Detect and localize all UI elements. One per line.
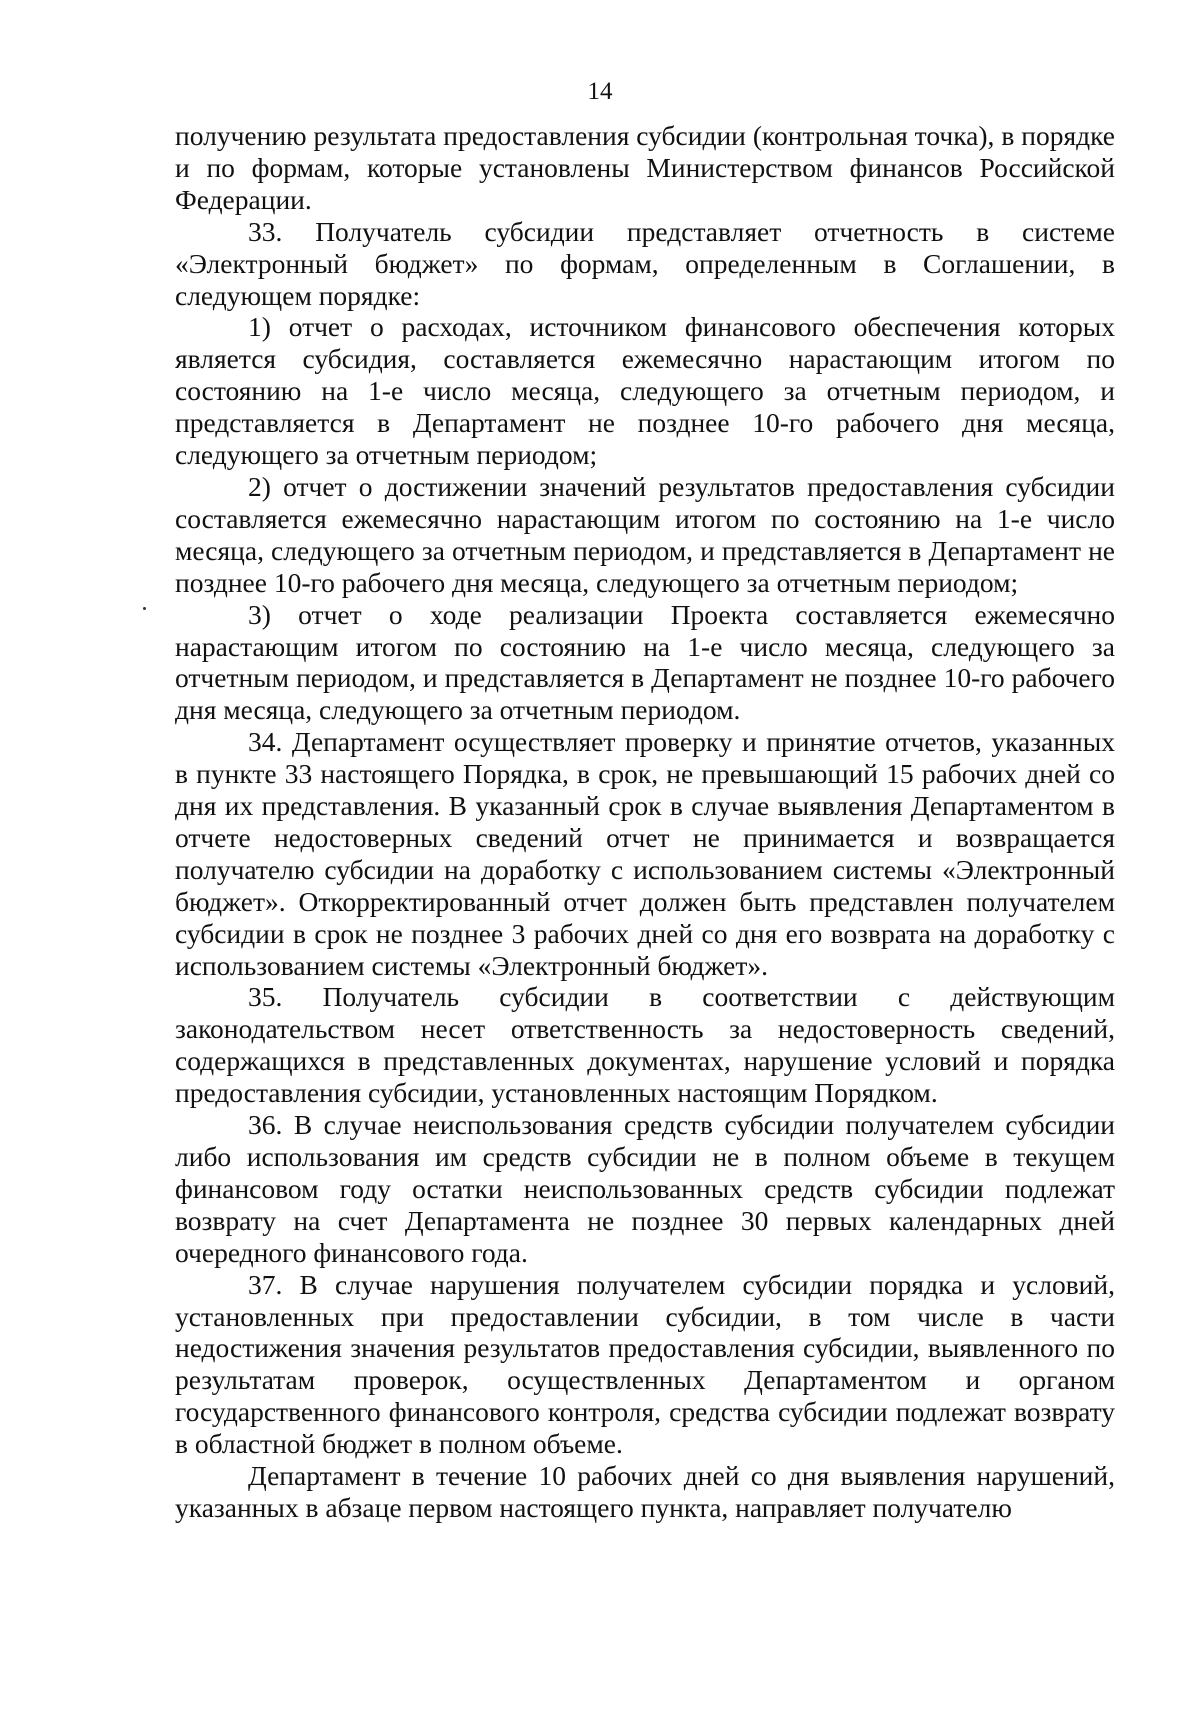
paragraph-subitem-2: 2) отчет о достижении значений результатов предоставления субсидии составляется ежемесячно нарастающим итогом по состоянию на 1-е число месяца, следующего за отчетным периодом, и представляется в Департамент не позднее 10-го рабочего дня месяца, следующего за отчетным периодом; bbox=[175, 470, 1115, 598]
paragraph-item-37: 37. В случае нарушения получателем субсидии порядка и условий, установленных при предоставлении субсидии, в том числе в части недостижения значения результатов предоставления субсидии, выявленного по результатам проверок, осуществленных Департаментом и органом государственного финансового контроля, средства субсидии подлежат возврату в областной бюджет в полном объеме. bbox=[175, 1268, 1115, 1460]
paragraph-subitem-1: 1) отчет о расходах, источником финансового обеспечения которых является субсидия, составляется ежемесячно нарастающим итогом по состоянию на 1-е число месяца, следующего за отчетным периодом, и представляется в Департамент не позднее 10-го рабочего дня месяца, следующего за отчетным периодом; bbox=[175, 311, 1115, 471]
scan-speck bbox=[143, 607, 146, 610]
page-number: 14 bbox=[587, 78, 613, 105]
paragraph-item-37-second: Департамент в течение 10 рабочих дней со дня выявления нарушений, указанных в абзаце первом настоящего пункта, направляет получателю bbox=[175, 1460, 1115, 1523]
paragraph-item-34: 34. Департамент осуществляет проверку и принятие отчетов, указанных в пункте 33 настоящего Порядка, в срок, не превышающий 15 рабочих дней со дня их представления. В указанный срок в случае выявления Департаментом в отчете недостоверных сведений отчет не принимается и возвращается получателю субсидии на доработку с использованием системы «Электронный бюджет». Откорректированный отчет должен быть представлен получателем субсидии в срок не позднее 3 рабочих дней со дня его возврата на доработку с использованием системы «Электронный бюджет». bbox=[175, 726, 1115, 981]
paragraph-item-33: 33. Получатель субсидии представляет отчетность в системе «Электронный бюджет» по формам, определенным в Соглашении, в следующем порядке: bbox=[175, 215, 1115, 311]
paragraph-subitem-3: 3) отчет о ходе реализации Проекта составляется ежемесячно нарастающим итогом по состоянию на 1-е число месяца, следующего за отчетным периодом, и представляется в Департамент не позднее 10-го рабочего дня месяца, следующего за отчетным периодом. bbox=[175, 598, 1115, 726]
document-body bbox=[175, 120, 1115, 1524]
paragraph-item-35: 35. Получатель субсидии в соответствии с действующим законодательством несет ответственность за недостоверность сведений, содержащихся в представленных документах, нарушение условий и порядка предоставления субсидии, установленных настоящим Порядком. bbox=[175, 981, 1115, 1109]
paragraph-item-36: 36. В случае неиспользования средств субсидии получателем субсидии либо использования им средств субсидии не в полном объеме в текущем финансовом году остатки неиспользованных средств субсидии подлежат возврату на счет Департамента не позднее 30 первых календарных дней очередного финансового года. bbox=[175, 1109, 1115, 1268]
paragraph-continuation: получению результата предоставления субсидии (контрольная точка), в порядке и по формам, которые установлены Министерством финансов Российской Федерации. bbox=[175, 120, 1115, 215]
